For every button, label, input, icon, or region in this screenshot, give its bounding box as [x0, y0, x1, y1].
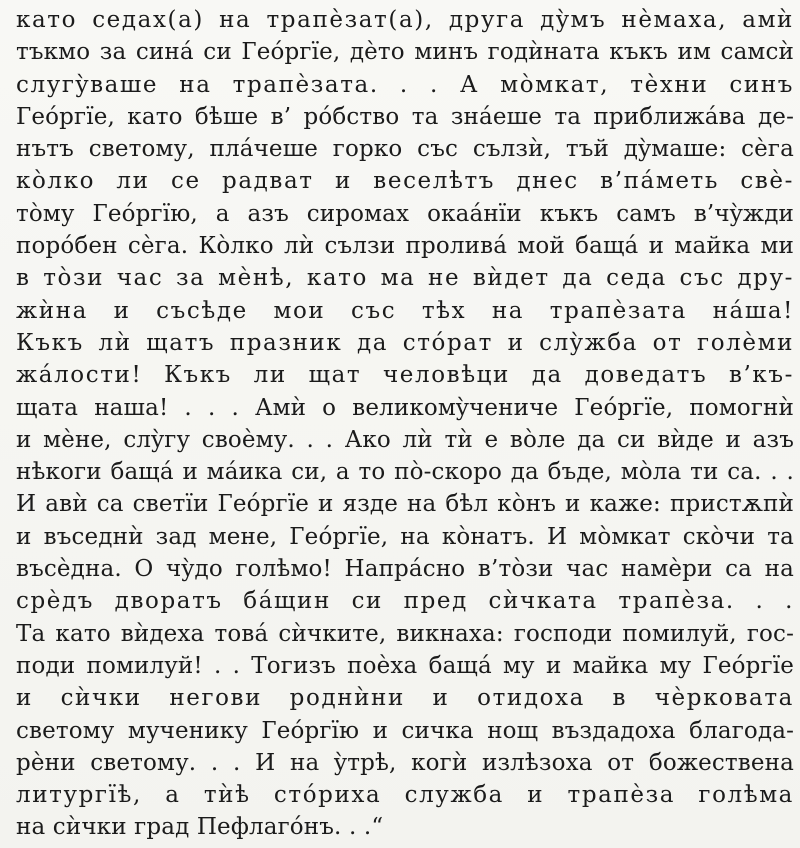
text-line-5: нътъ светому, плáчеше горко със сълзѝ, тъй дỳмаше: сѐга — [16, 136, 794, 163]
text-line-6: кòлко ли се радват и веселѣтъ днес в’пáметь свѐ- — [16, 168, 794, 195]
text-line-22: и сѝчки негови роднѝни и отидоха в чѐрковата — [16, 685, 794, 712]
text-line-15: нѣкоги бащá и мáика си, а то пò-скоро да бъде, мòла ти са. . . — [16, 459, 794, 486]
text-line-24: рѐни светому. . . И на ỳтрѣ, когѝ излѣзоха от божествена — [16, 749, 794, 776]
text-line-8: порóбен сѐга. Кòлко лѝ сълзи проливá мой бащá и майка ми — [16, 233, 794, 260]
text-line-3: слугỳваше на трапѐзата. . . А мòмкат, тѐхни синъ — [16, 71, 794, 98]
text-line-16: И авѝ са светїи Геóргїе и язде на бѣл кòнъ и каже: пристѫпѝ — [16, 491, 794, 518]
text-line-23: светому мученику Геóргїю и сичка нощ въздадоха благода- — [16, 717, 794, 744]
text-line-26: на сѝчки град Пефлагóнъ. . .“ — [16, 814, 384, 841]
text-line-17: и въседнѝ зад мене, Геóргїе, на кòнатъ. И мòмкат скòчи та — [16, 523, 794, 550]
text-line-20: Та като вѝдеха товá сѝчките, викнаха: господи помилуй, гос- — [16, 620, 794, 647]
text-line-11: Къкъ лѝ щатъ празник да стóрат и слỳжба от голѐми — [16, 329, 794, 356]
text-line-19: срѐдъ дворатъ бáщин си пред сѝчката трапѐза. . . — [16, 588, 794, 615]
text-line-10: жѝна и съсѣде мои със тѣх на трапѐзата нáша! — [16, 297, 794, 324]
text-line-9: в тòзи час за мѐнѣ, като ма не вѝдет да седа със дру- — [16, 265, 794, 292]
text-line-14: и мѐне, слỳгу своѐму. . . Ако лѝ тѝ е вòле да си вѝде и азъ — [16, 426, 794, 453]
text-line-2: тъкмо за синá си Геóргїе, дѐто минъ годѝната къкъ им самсѝ — [16, 39, 794, 66]
text-line-25: литургїѣ, а тѝѣ стóриха служба и трапѐза голѣма — [16, 782, 794, 809]
text-line-18: въсѐдна. О чỳдо голѣмо! Напрáсно в’тòзи час намѐри са на — [16, 556, 794, 583]
text-line-12: жáлости! Къкъ ли щат человѣци да доведатъ в’къ- — [16, 362, 794, 389]
text-line-21: поди помилуй! . . Тогизъ поѐха бащá му и майка му Геóргїе — [16, 652, 794, 679]
text-line-4: Геóргїе, като бѣше в’ рóбство та знáеше та приближáва де- — [16, 103, 794, 130]
text-line-1: като седах(а) на трапѐзат(а), друга дỳмъ нѐмаха, амѝ — [16, 7, 794, 33]
text-line-7: тòму Геóргїю, а азъ сиромах окаáнїи къкъ самъ в’чỳжди — [16, 200, 794, 227]
text-block — [16, 4, 794, 844]
text-line-13: щата наша! . . . Амѝ о великомỳчениче Геóргїе, помогнѝ — [16, 394, 794, 421]
